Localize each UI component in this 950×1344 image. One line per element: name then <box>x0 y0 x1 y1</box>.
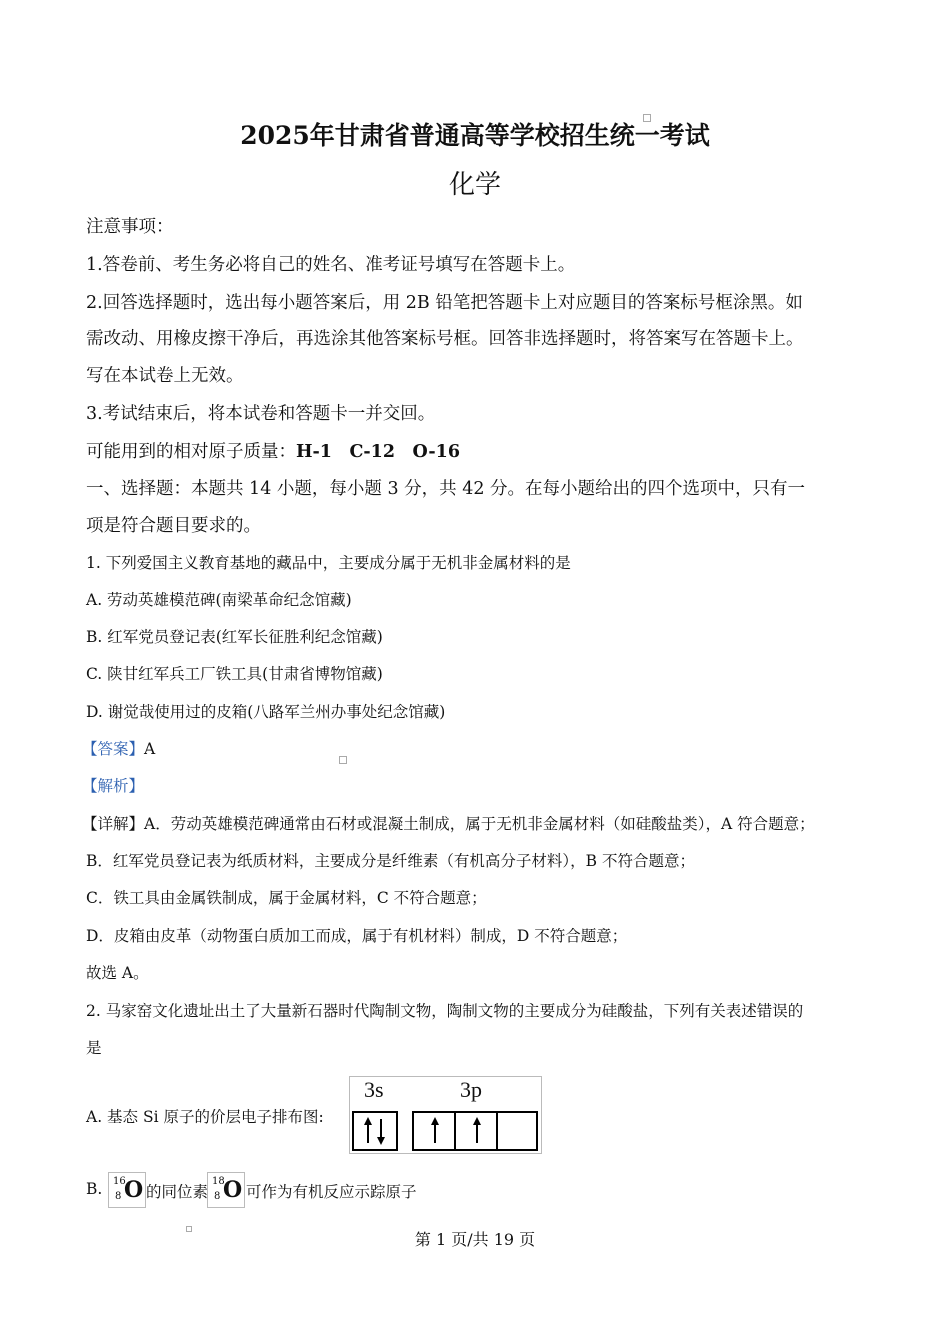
atomic-mass-values: H-1 C-12 O-16 <box>296 442 461 462</box>
q1-conclusion: 故选 A。 <box>86 964 149 982</box>
atomic-mass-label: 可能用到的相对原子质量： <box>86 442 296 462</box>
atomic-mass-line <box>86 438 876 463</box>
q2-option-b-suffix: 可作为有机反应示踪原子 <box>246 1183 417 1201</box>
analysis-tag: 【解析】 <box>82 777 145 795</box>
notes-heading: 注意事项： <box>86 217 174 237</box>
orbital-3s-box <box>352 1111 398 1151</box>
up-arrow-icon <box>456 1113 498 1149</box>
detail-a-line <box>82 812 872 834</box>
scan-mark <box>643 114 651 122</box>
q1-answer: A <box>144 740 156 758</box>
note-item-2-line1: 2.回答选择题时，选出每小题答案后，用 2B 铅笔把答题卡上对应题目的答案标号框涂黑。如 <box>86 293 803 313</box>
orbital-diagram <box>349 1076 542 1154</box>
page-footer: 第 1 页/共 19 页 <box>414 1230 536 1249</box>
subject-title: 化学 <box>448 170 501 200</box>
q1-option-c: C. 陕甘红军兵工厂铁工具(甘肃省博物馆藏) <box>86 665 383 683</box>
q2-stem-line2: 是 <box>86 1039 102 1057</box>
note-item-1: 1.答卷前、考生务必将自己的姓名、准考证号填写在答题卡上。 <box>86 255 576 275</box>
q1-stem: 1. 下列爱国主义教育基地的藏品中，主要成分属于无机非金属材料的是 <box>86 554 571 572</box>
detail-tag: 【详解】 <box>82 815 145 833</box>
orbital-3p-label: 3p <box>460 1077 482 1102</box>
q2-option-a: A. 基态 Si 原子的价层电子排布图: <box>86 1108 324 1126</box>
detail-b: B．红军党员登记表为纸质材料，主要成分是纤维素（有机高分子材料），B 不符合题意； <box>86 852 695 870</box>
note-item-2-line2: 需改动、用橡皮擦干净后，再选涂其他答案标号框。回答非选择题时，将答案写在答题卡上。 <box>86 329 804 349</box>
note-item-3: 3.考试结束后，将本试卷和答题卡一并交回。 <box>86 404 436 424</box>
q2-option-b-prefix: B. <box>86 1180 103 1198</box>
mass-number: 16 <box>113 1176 126 1187</box>
up-arrow-icon <box>414 1113 456 1149</box>
scan-mark <box>339 756 347 764</box>
detail-a: A．劳动英雄模范碑通常由石材或混凝土制成，属于无机非金属材料（如硅酸盐类），A 符合题意； <box>144 815 815 833</box>
orbital-3p-box <box>412 1111 538 1151</box>
q2-stem-line1: 2. 马家窑文化遗址出土了大量新石器时代陶制文物，陶制文物的主要成分为硅酸盐，下列有关表述错误的 <box>86 1002 804 1020</box>
q1-option-a: A. 劳动英雄模范碑(南梁革命纪念馆藏) <box>86 591 352 609</box>
atomic-number: 8 <box>214 1191 221 1202</box>
isotope-o16 <box>108 1172 146 1208</box>
atomic-number: 8 <box>115 1191 122 1202</box>
orbital-3s-label: 3s <box>364 1077 384 1102</box>
section1-line2: 项是符合题目要求的。 <box>86 516 261 536</box>
element-symbol: O <box>223 1177 243 1203</box>
up-down-arrows-icon <box>354 1113 396 1149</box>
exam-title: 2025年甘肃省普通高等学校招生统一考试 <box>240 121 710 150</box>
empty-orbital <box>498 1113 540 1149</box>
answer-tag: 【答案】 <box>82 740 145 758</box>
q1-answer-line <box>82 737 872 759</box>
note-item-2-line3: 写在本试卷上无效。 <box>86 366 244 386</box>
analysis-line <box>82 774 872 796</box>
section1-line1: 一、选择题：本题共 14 小题，每小题 3 分，共 42 分。在每小题给出的四个选项中，只有一 <box>86 479 806 499</box>
isotope-o18 <box>207 1172 245 1208</box>
mass-number: 18 <box>212 1176 225 1187</box>
q1-option-b: B. 红军党员登记表(红军长征胜利纪念馆藏) <box>86 628 383 646</box>
q2-option-b-mid: 的同位素 <box>146 1183 209 1201</box>
detail-d: D．皮箱由皮革（动物蛋白质加工而成，属于有机材料）制成，D 不符合题意； <box>86 927 628 945</box>
detail-c: C．铁工具由金属铁制成，属于金属材料，C 不符合题意； <box>86 889 487 907</box>
element-symbol: O <box>124 1177 144 1203</box>
q1-option-d: D. 谢觉哉使用过的皮箱(八路军兰州办事处纪念馆藏) <box>86 703 446 721</box>
